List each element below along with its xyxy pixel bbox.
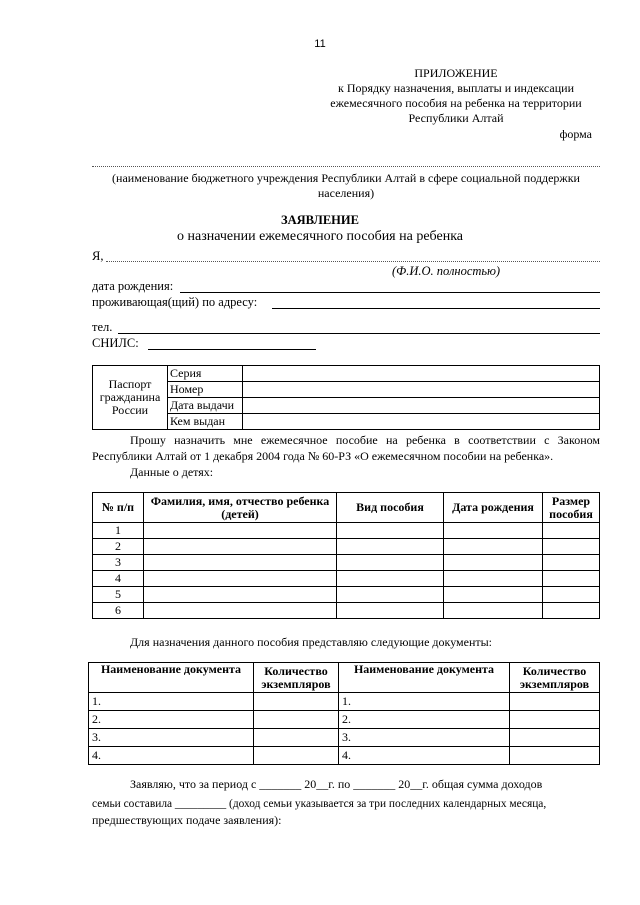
table-cell[interactable] [254,747,339,765]
children-table [92,492,600,619]
table-cell[interactable] [543,523,600,539]
children-row-num: 1 [93,523,144,539]
table-cell[interactable] [144,523,337,539]
children-row-num: 4 [93,571,144,587]
table-cell[interactable] [254,729,339,747]
docs-row-num[interactable]: 2. [339,711,510,729]
table-row [93,555,600,571]
appendix-line-2: ежемесячного пособия на ребенка на территории [330,96,582,110]
table-cell[interactable] [444,571,543,587]
children-header-birth: Дата рождения [444,493,543,523]
table-cell[interactable] [144,555,337,571]
income-text-line-3: предшествующих подаче заявления): [92,813,282,827]
table-cell[interactable] [444,523,543,539]
docs-row-num[interactable]: 4. [339,747,510,765]
table-cell[interactable] [337,587,444,603]
table-cell[interactable] [144,603,337,619]
documents-caption: Для назначения данного пособия представляю следующие документы: [130,635,493,649]
table-cell[interactable] [337,603,444,619]
fio-caption: (Ф.И.О. полностью) [392,264,501,278]
passport-number-field[interactable] [243,382,600,398]
table-cell[interactable] [254,693,339,711]
table-cell[interactable] [444,539,543,555]
table-cell[interactable] [337,539,444,555]
table-row [93,539,600,555]
document-subtitle: о назначении ежемесячного пособия на ребенка [176,229,463,244]
children-row-num: 6 [93,603,144,619]
table-row [89,711,600,729]
institution-line[interactable] [92,166,600,167]
income-text-line-2: семьи составила _________ (доход семьи указывается за три последних календарных месяца, [92,798,547,810]
table-cell[interactable] [144,571,337,587]
table-row [93,523,600,539]
table-row [89,693,600,711]
children-header-benefit: Вид пособия [337,493,444,523]
table-cell[interactable] [337,523,444,539]
table-cell[interactable] [254,711,339,729]
snils-line[interactable] [148,349,316,350]
children-caption: Данные о детях: [130,465,214,479]
children-row-num: 5 [93,587,144,603]
children-header-name: Фамилия, имя, отчество ребенка (детей) [144,493,337,523]
docs-header-count-2: Количество экземпляров [510,663,600,693]
table-cell[interactable] [510,693,600,711]
table-row [93,587,600,603]
docs-header-count-1: Количество экземпляров [254,663,339,693]
birth-date-label: дата рождения: [92,279,174,293]
passport-series-field[interactable] [243,366,600,382]
passport-issuer-label: Кем выдан [168,414,243,430]
passport-table [92,365,600,430]
children-header-num: № п/п [93,493,144,523]
docs-row-num[interactable]: 4. [89,747,254,765]
children-row-num: 3 [93,555,144,571]
table-cell[interactable] [444,555,543,571]
passport-label: Паспорт гражданина России [93,366,168,430]
docs-row-num[interactable]: 3. [339,729,510,747]
table-cell[interactable] [543,539,600,555]
form-label: форма [559,127,592,141]
phone-line[interactable] [118,333,600,334]
passport-issue-date-label: Дата выдачи [168,398,243,414]
appendix-line-1: к Порядку назначения, выплаты и индексации [337,81,574,95]
children-row-num: 2 [93,539,144,555]
appendix-line-3: Республики Алтай [408,111,504,125]
phone-label: тел. [92,320,113,334]
table-row [89,729,600,747]
table-cell[interactable] [337,555,444,571]
page-number: 11 [314,38,326,50]
passport-number-label: Номер [168,382,243,398]
table-cell[interactable] [543,587,600,603]
table-cell[interactable] [510,747,600,765]
table-cell[interactable] [510,711,600,729]
docs-row-num[interactable]: 2. [89,711,254,729]
table-cell[interactable] [543,603,600,619]
children-header-amount: Размер пособия [543,493,600,523]
table-cell[interactable] [144,539,337,555]
table-cell[interactable] [444,587,543,603]
snils-label: СНИЛС: [92,336,139,350]
request-text: Прошу назначить мне ежемесячное пособие на ребенка в соответствии с Законом Республики Алтай от 1 декабря 2004 года № 60-РЗ «О ежемесячном пособии на ребенка». [92,433,600,463]
docs-row-num[interactable]: 1. [339,693,510,711]
docs-row-num[interactable]: 3. [89,729,254,747]
table-row [93,571,600,587]
docs-header-name-2: Наименование документа [339,663,510,693]
institution-caption: (наименование бюджетного учреждения Республики Алтай в сфере социальной поддержки населения) [112,171,580,200]
table-row [89,747,600,765]
appendix-title: ПРИЛОЖЕНИЕ [414,66,498,80]
docs-header-name-1: Наименование документа [89,663,254,693]
income-text-line-1: Заявляю, что за период с _______ 20__г. по _______ 20__г. общая сумма доходов [130,777,543,791]
ya-label: Я, [92,249,104,263]
fio-line[interactable] [106,261,600,262]
table-row [93,603,600,619]
address-line[interactable] [272,308,600,309]
table-cell[interactable] [337,571,444,587]
passport-issuer-field[interactable] [243,414,600,430]
document-title: ЗАЯВЛЕНИЕ [281,213,359,227]
docs-row-num[interactable]: 1. [89,693,254,711]
passport-issue-date-field[interactable] [243,398,600,414]
table-cell[interactable] [144,587,337,603]
table-cell[interactable] [510,729,600,747]
passport-series-label: Серия [168,366,243,382]
birth-date-line[interactable] [180,292,600,293]
appendix-block [300,66,612,126]
table-cell[interactable] [543,571,600,587]
table-cell[interactable] [444,603,543,619]
address-label: проживающая(щий) по адресу: [92,295,258,309]
documents-table [88,662,600,765]
table-cell[interactable] [543,555,600,571]
